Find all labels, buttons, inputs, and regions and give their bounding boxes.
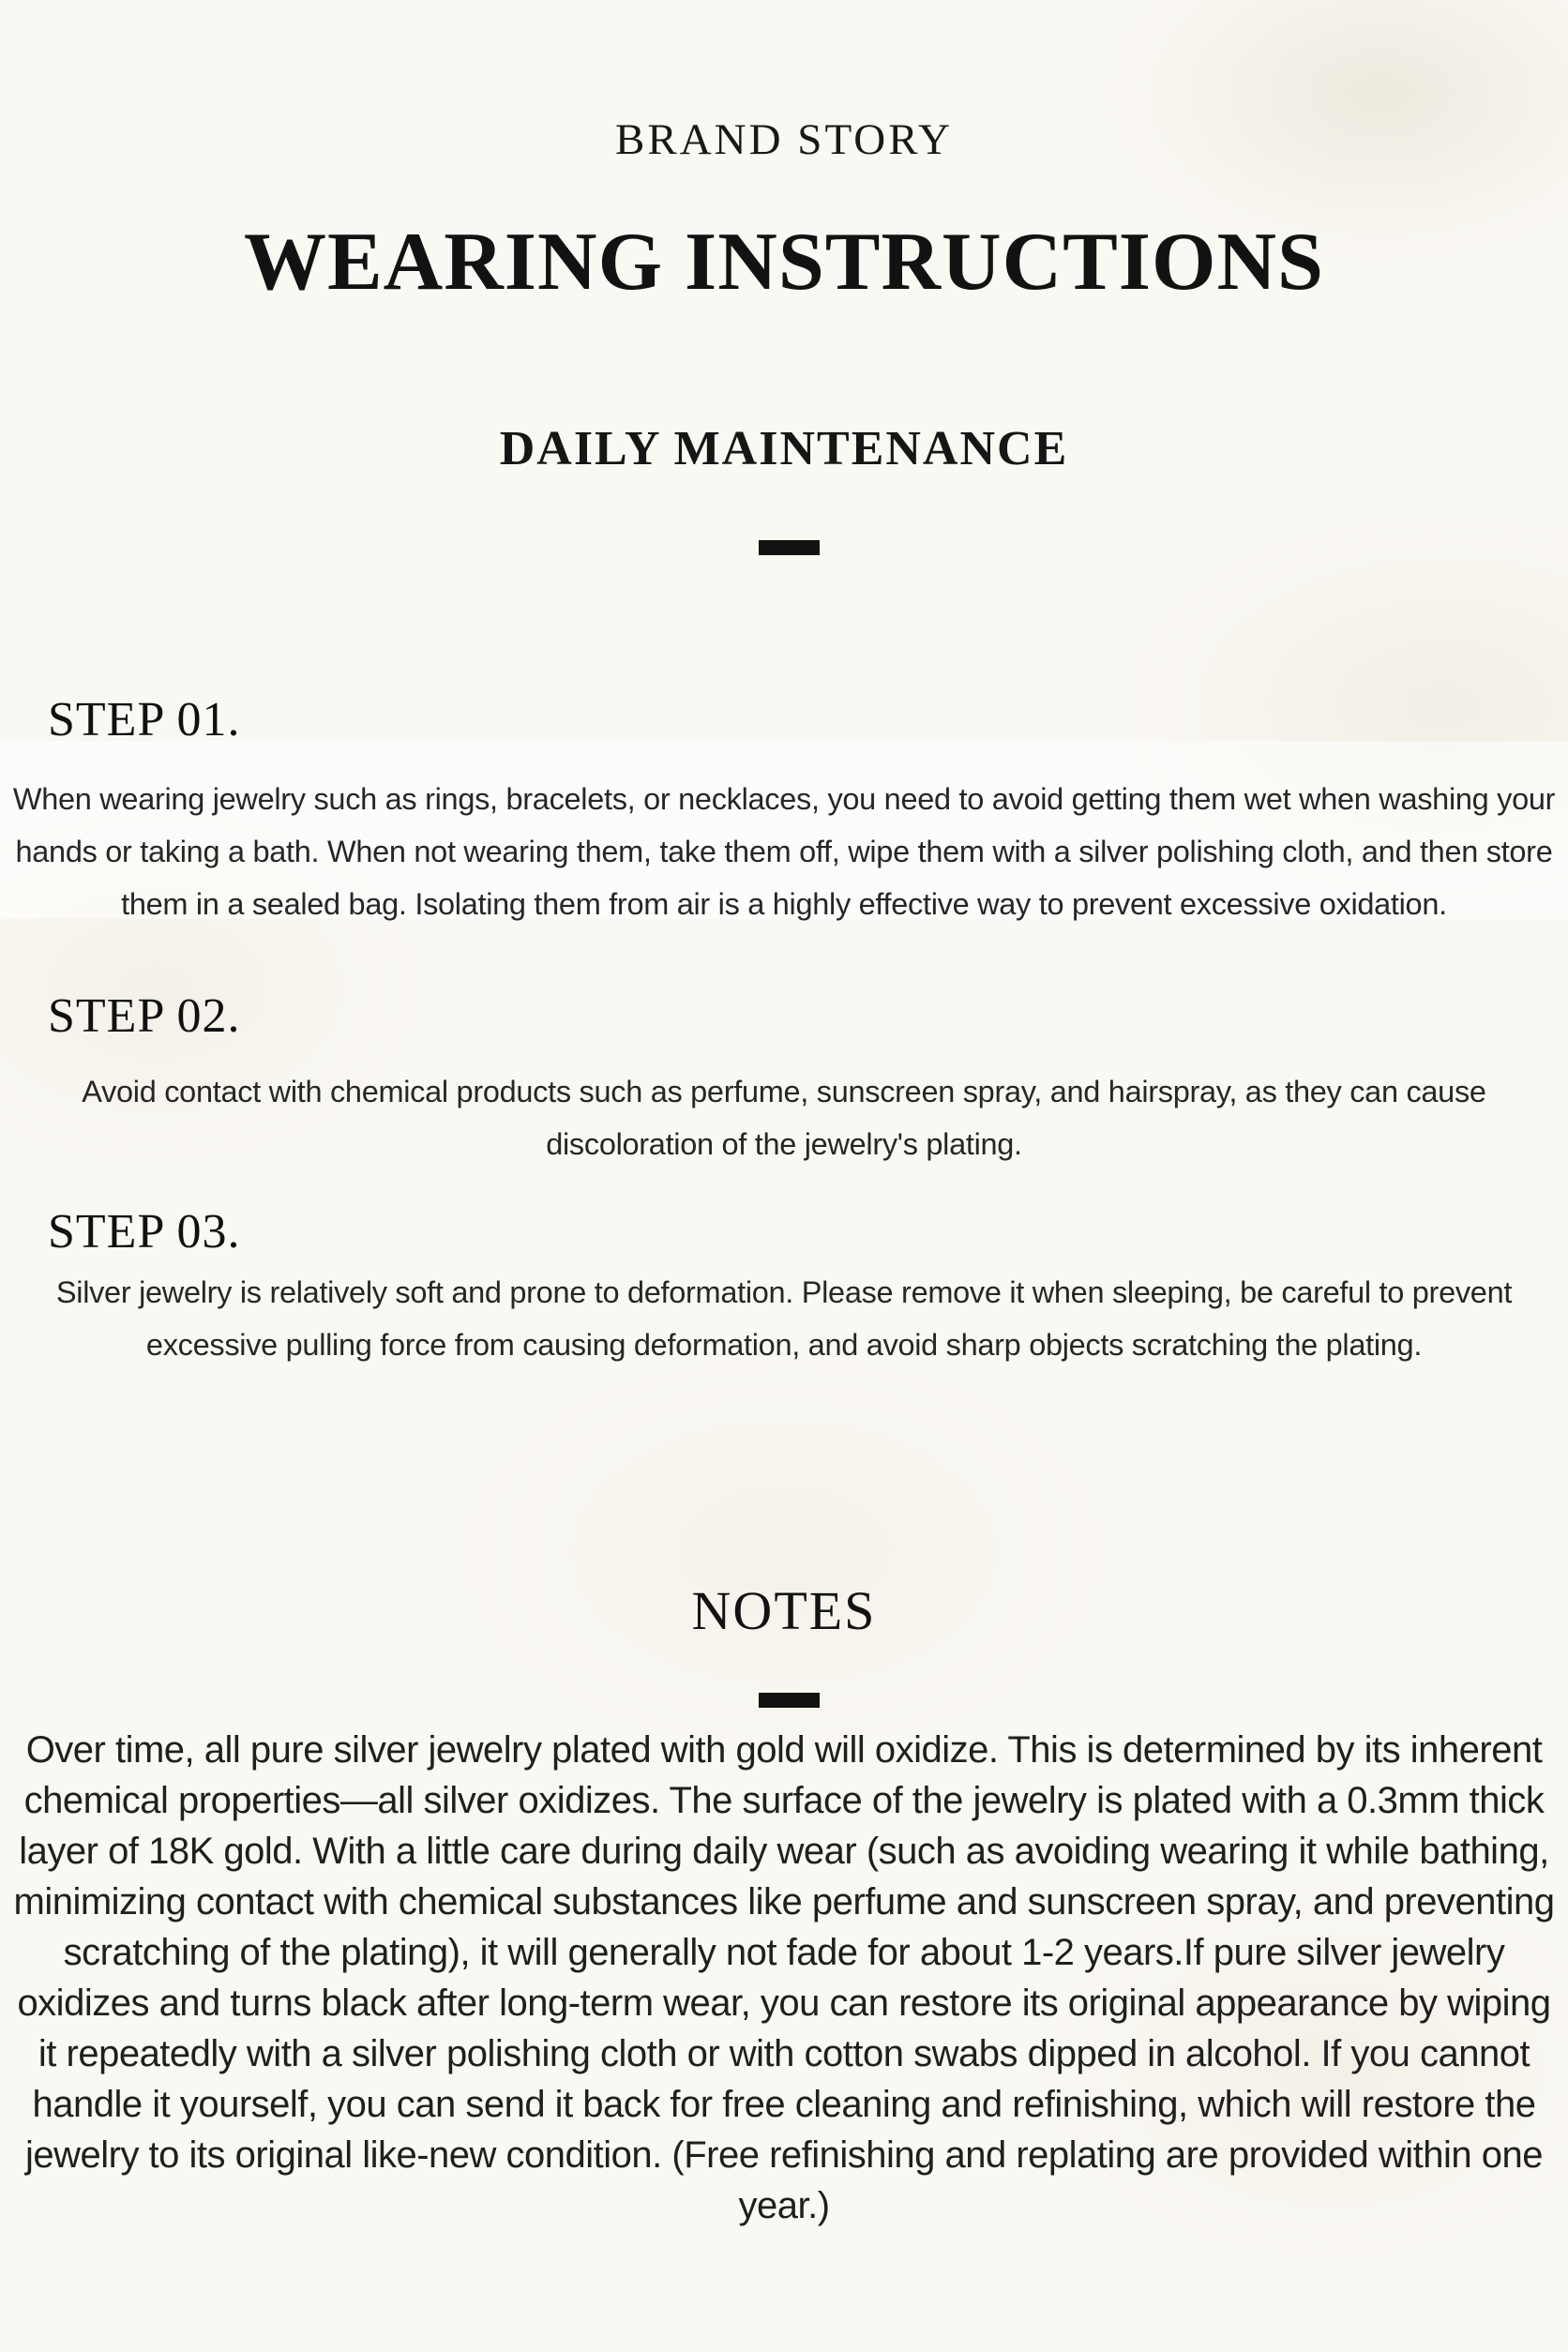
brand-story-label: BRAND STORY <box>615 115 953 164</box>
section-divider <box>759 540 820 555</box>
step-01-label: STEP 01. <box>48 693 241 746</box>
notes-divider <box>759 1693 820 1708</box>
step-03-text: Silver jewelry is relatively soft and prone to deformation. Please remove it when sleeping, be careful to prevent excessive pulling force from causing deformation, and avoid sharp objects scratching the plating. <box>55 1275 1513 1362</box>
step-03-label: STEP 03. <box>48 1205 241 1259</box>
step-02-label: STEP 02. <box>48 989 241 1043</box>
notes-title: NOTES <box>691 1580 877 1641</box>
step-01-text: When wearing jewelry such as rings, bracelets, or necklaces, you need to avoid getting them wet when washing your hands or taking a bath. When not wearing them, take them off, wipe them with a silver polishing cloth, and then store them in a sealed bag. Isolating them from air is a highly effective way to prevent excessive oxidation. <box>12 782 1556 921</box>
notes-text: Over time, all pure silver jewelry plated with gold will oxidize. This is determined by its inherent chemical properties—all silver oxidizes. The surface of the jewelry is plated with a 0.3mm thick layer of 18K gold. With a little care during daily wear (such as avoiding wearing it while bathing, minimizing contact with chemical substances like perfume and sunscreen spray, and preventing scratching of the plating), it will generally not fade for about 1-2 years.If pure silver jewelry oxidizes and turns black after long-term wear, you can restore its original appearance by wiping it repeatedly with a silver polishing cloth or with cotton swabs dipped in alcohol. If you cannot handle it yourself, you can send it back for free cleaning and refinishing, which will restore the jewelry to its original like-new condition. (Free refinishing and replating are provided within one year.) <box>13 1729 1555 2226</box>
page-title: WEARING INSTRUCTIONS <box>243 217 1324 308</box>
step-02-text: Avoid contact with chemical products such as perfume, sunscreen spray, and hairspray, as they can cause discoloration of the jewelry's plating. <box>82 1075 1486 1161</box>
daily-maintenance-subtitle: DAILY MAINTENANCE <box>499 422 1069 475</box>
